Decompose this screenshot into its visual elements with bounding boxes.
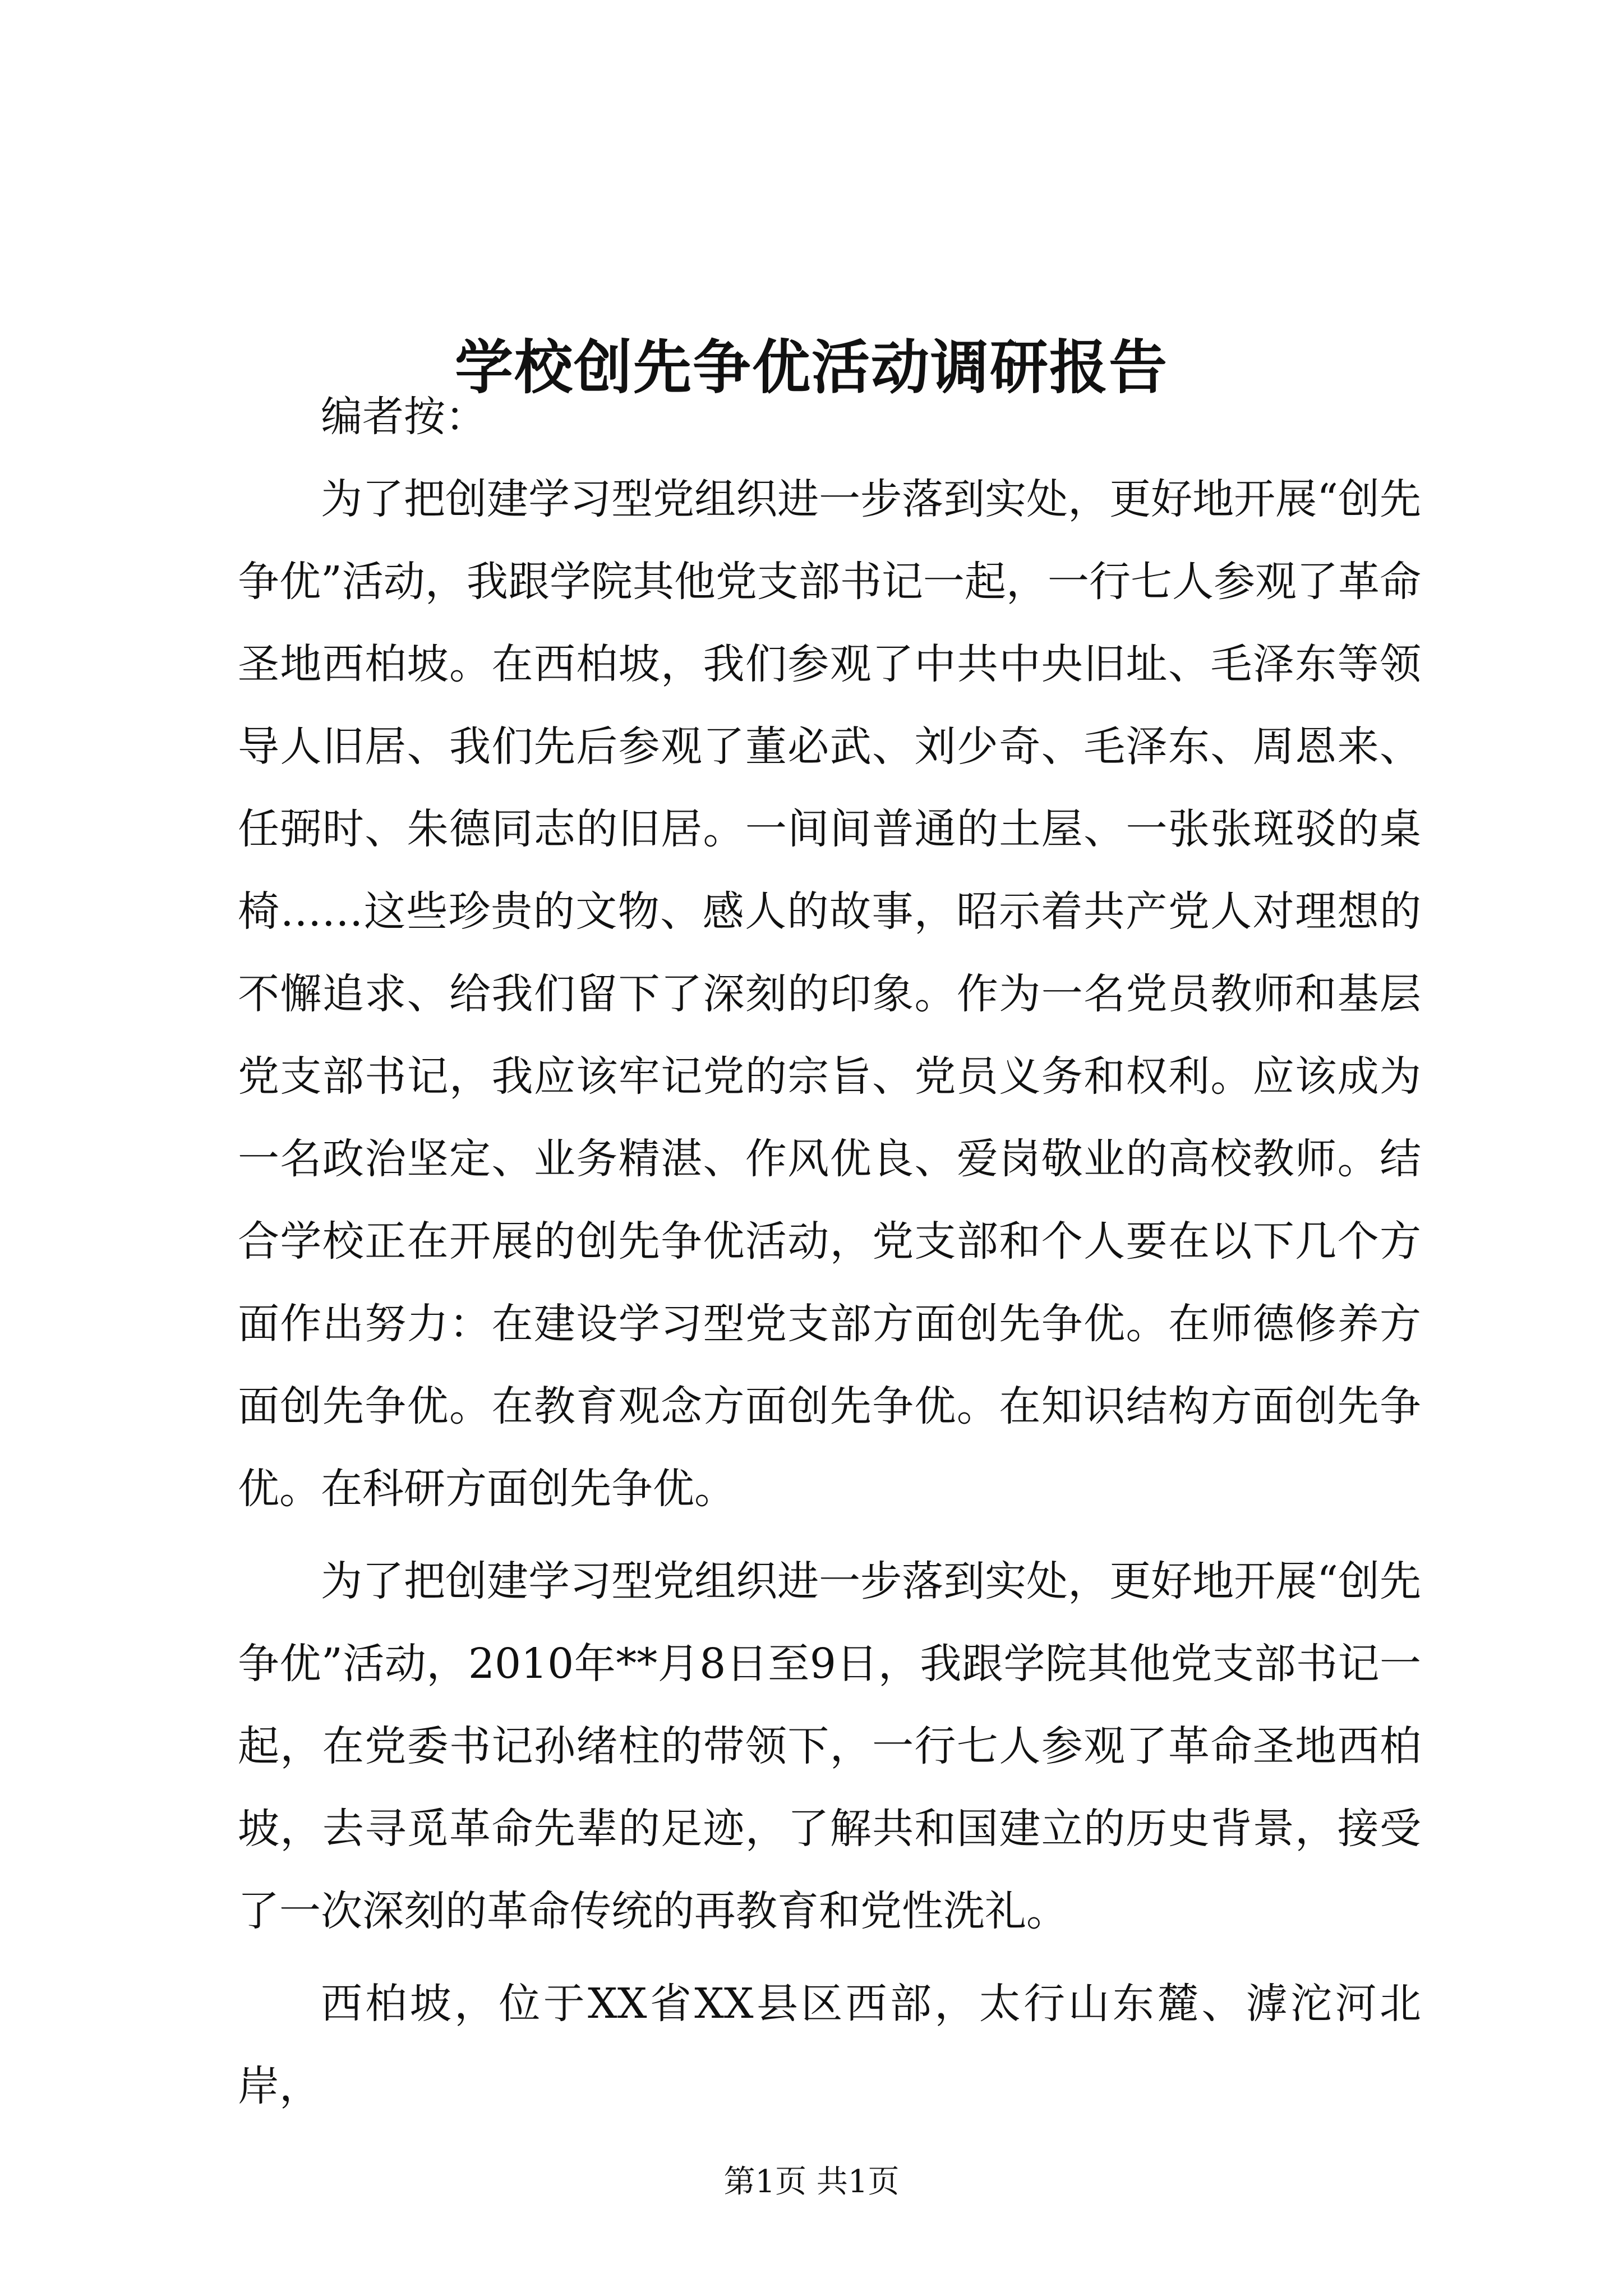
document-body xyxy=(238,376,1421,2128)
page-footer: 第1页 共1页 xyxy=(723,2164,900,2200)
body-paragraph-2: 为了把创建学习型党组织进一步落到实处，更好地开展“创先争优”活动，2010年**月8日至9日，我跟学院其他党支部书记一起，在党委书记孙绪柱的带领下，一行七人参观了革命圣地西柏坡，去寻觅革命先辈的足迹，了解共和国建立的历史背景，接受了一次深刻的革命传统的再教育和党性洗礼。 xyxy=(238,1557,1421,1935)
body-paragraph-1: 为了把创建学习型党组织进一步落到实处，更好地开展“创先争优”活动，我跟学院其他党支部书记一起，一行七人参观了革命圣地西柏坡。在西柏坡，我们参观了中共中央旧址、毛泽东等领导人旧居、我们先后参观了董必武、刘少奇、毛泽东、周恩来、任弼时、朱德同志的旧居。一间间普通的土屋、一张张斑驳的桌椅……这些珍贵的文物、感人的故事，昭示着共产党人对理想的不懈追求、给我们留下了深刻的印象。作为一名党员教师和基层党支部书记，我应该牢记党的宗旨、党员义务和权利。应该成为一名政治坚定、业务精湛、作风优良、爱岗敬业的高校教师。结合学校正在开展的创先争优活动，党支部和个人要在以下几个方面作出努力：在建设学习型党支部方面创先争优。在师德修养方面创先争优。在教育观念方面创先争优。在知识结构方面创先争优。在科研方面创先争优。 xyxy=(238,475,1421,1513)
body-paragraph-3: 西柏坡，位于XX省XX县区西部，太行山东麓、滹沱河北岸， xyxy=(238,1980,1421,2110)
document-title: 学校创先争优活动调研报告 xyxy=(454,332,1168,402)
editor-note-label: 编者按： xyxy=(321,393,487,441)
